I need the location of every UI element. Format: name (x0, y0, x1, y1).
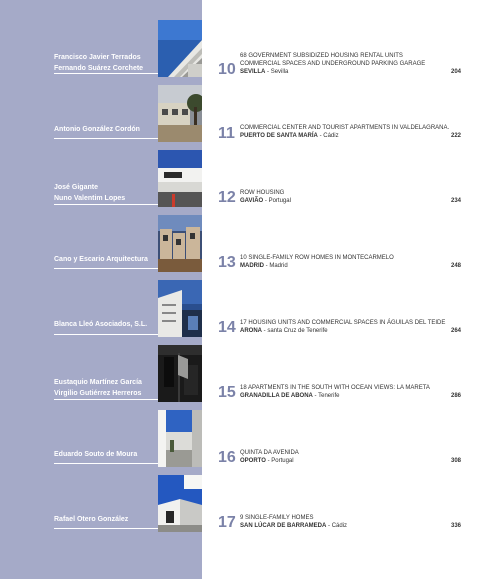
separator-line (54, 334, 158, 335)
location-region: Cádiz (323, 133, 339, 139)
page-number: 308 (451, 458, 462, 464)
separator-line (54, 73, 158, 74)
architect-name: Francisco Javier Terrados (54, 54, 141, 61)
location-region: Tenerife (318, 393, 340, 399)
architect-name: Fernando Suárez Corchete (54, 65, 144, 72)
project-location: ARONA - santa Cruz de Tenerife (240, 328, 328, 334)
project-description (240, 124, 450, 140)
architect-name: Blanca Lleó Asociados, S.L. (54, 321, 148, 328)
project-location: GRANADILLA DE ABONA - Tenerife (240, 393, 340, 399)
architect-name: Nuno Valentim Lopes (54, 195, 126, 202)
architect-name: Eduardo Souto de Moura (54, 451, 138, 458)
project-location: GAVIÃO - Portugal (240, 198, 291, 204)
architect-names (54, 377, 142, 399)
entry-number: 16 (218, 449, 236, 466)
location-place: MADRID (240, 263, 264, 269)
location-region: Madrid (269, 263, 288, 269)
project-title-line: QUINTA DA AVENIDA (240, 450, 299, 456)
separator-line (54, 138, 158, 139)
page-number: 222 (451, 133, 462, 139)
separator-line (54, 399, 158, 400)
location-place: SEVILLA (240, 69, 266, 75)
page-number: 248 (451, 263, 462, 269)
page-number: 204 (451, 69, 462, 75)
architect-name: Eustaquio Martínez García (54, 379, 142, 386)
project-description (240, 449, 445, 465)
architect-names (54, 449, 137, 460)
location-place: OPORTO (240, 458, 266, 464)
location-place: ARONA (240, 328, 262, 334)
page-number: 336 (451, 523, 462, 529)
separator-line (54, 528, 158, 529)
project-photo (158, 150, 202, 207)
project-location: SAN LÚCAR DE BARRAMEDA - Cádiz (240, 523, 348, 529)
location-place: GRANADILLA DE ABONA (240, 393, 313, 399)
architect-names (54, 319, 147, 330)
architect-names (54, 124, 140, 135)
project-photo (158, 215, 202, 272)
project-description (240, 254, 445, 270)
location-place: PUERTO DE SANTA MARÍA (240, 133, 318, 139)
page-number: 264 (451, 328, 462, 334)
architect-names (54, 254, 148, 265)
project-photo (158, 280, 202, 337)
project-location: OPORTO - Portugal (240, 458, 294, 464)
project-description (240, 189, 445, 205)
architect-name: Rafael Otero González (54, 516, 129, 523)
entry-number: 11 (218, 125, 235, 142)
project-title-line: 18 APARTMENTS IN THE SOUTH WITH OCEAN VIEWS: LA MARETA (240, 385, 430, 391)
project-description (240, 319, 445, 335)
location-place: SAN LÚCAR DE BARRAMEDA (240, 523, 327, 529)
separator-line (54, 204, 158, 205)
project-title-line: 68 GOVERNMENT SUBSIDIZED HOUSING RENTAL UNITS (240, 53, 403, 59)
project-photo (158, 345, 202, 402)
project-description (240, 52, 445, 76)
architect-name: José Gigante (54, 184, 98, 191)
project-location: MADRID - Madrid (240, 263, 288, 269)
project-title-line: 17 HOUSING UNITS AND COMMERCIAL SPACES IN ÁGUILAS DEL TEIDE (240, 320, 446, 326)
page-number: 234 (451, 198, 462, 204)
separator-line (54, 268, 158, 269)
project-location: SEVILLA - Sevilla (240, 69, 289, 75)
architect-name: Virgilio Gutiérrez Herreros (54, 390, 142, 397)
project-photo (158, 20, 202, 77)
entry-number: 15 (218, 384, 236, 401)
project-title-line: ROW HOUSING (240, 190, 285, 196)
project-title-line: COMMERCIAL CENTER AND TOURIST APARTMENTS IN VALDELAGRANA. (240, 125, 450, 131)
project-photo (158, 85, 202, 142)
project-location: PUERTO DE SANTA MARÍA - Cádiz (240, 133, 339, 139)
architect-names (54, 182, 125, 204)
architect-names (54, 52, 143, 74)
architect-name: Antonio González Cordón (54, 126, 140, 133)
location-region: Sevilla (270, 69, 289, 75)
entry-number: 17 (218, 514, 236, 531)
entry-number: 10 (218, 61, 236, 78)
entry-number: 13 (218, 254, 236, 271)
location-region: Portugal (271, 458, 294, 464)
architect-name: Cano y Escario Arquitectura (54, 256, 148, 263)
location-region: santa Cruz de Tenerife (267, 328, 328, 334)
project-title-line: 9 SINGLE-FAMILY HOMES (240, 515, 314, 521)
separator-line (54, 463, 158, 464)
project-title-line: COMMERCIAL SPACES AND UNDERGROUND PARKING GARAGE (240, 61, 426, 67)
project-description (240, 384, 445, 400)
entry-number: 14 (218, 319, 236, 336)
project-photo (158, 410, 202, 467)
entry-number: 12 (218, 189, 236, 206)
location-region: Cádiz (331, 523, 348, 529)
page-number: 286 (451, 393, 462, 399)
project-photo (158, 475, 202, 532)
location-region: Portugal (268, 198, 291, 204)
location-place: GAVIÃO (240, 198, 264, 204)
architect-names (54, 514, 128, 525)
project-description (240, 514, 445, 530)
project-title-line: 10 SINGLE-FAMILY ROW HOMES IN MONTECARMELO (240, 255, 394, 261)
